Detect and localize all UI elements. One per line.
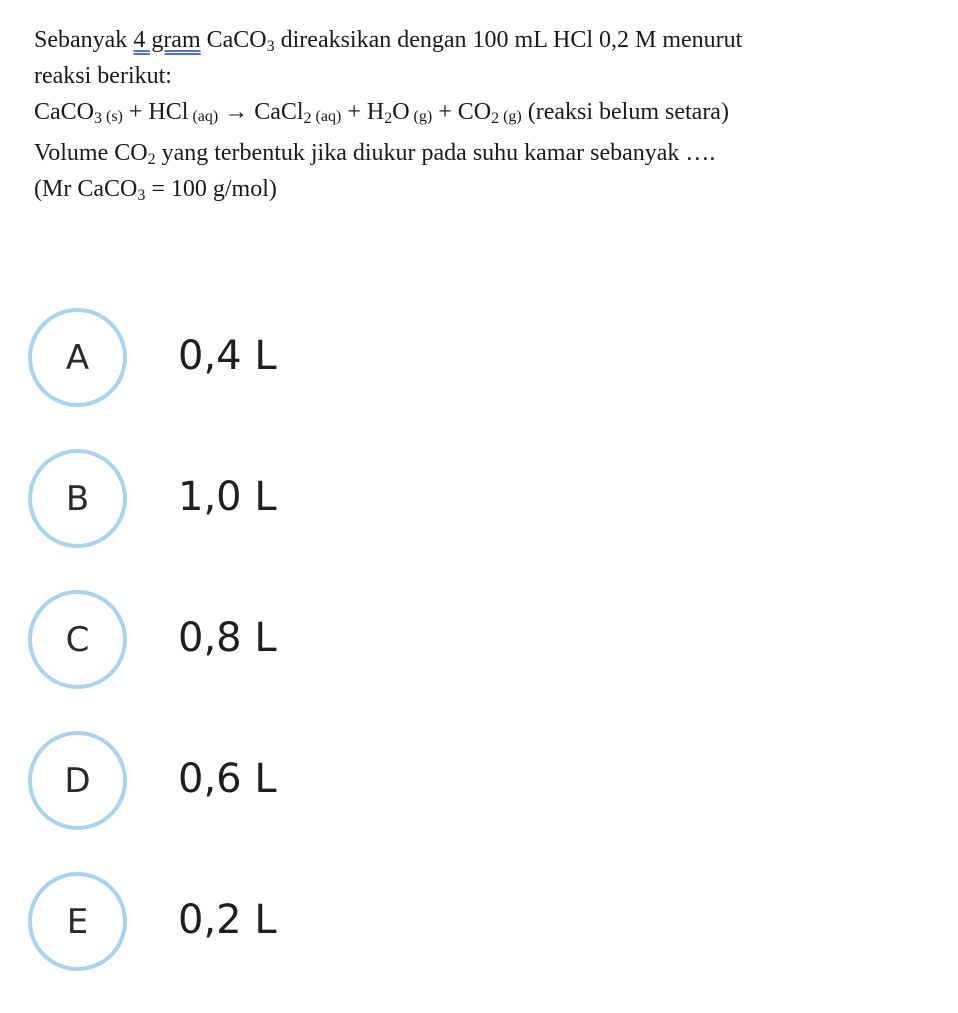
reaction-note: (reaksi belum setara): [521, 99, 729, 125]
subscript: 3: [137, 187, 146, 204]
reaction-arrow-icon: →: [218, 99, 255, 125]
option-text[interactable]: 1,0 L: [178, 474, 277, 520]
state-label: (g): [409, 108, 433, 125]
question-line-4: [34, 135, 934, 171]
option-e[interactable]: [28, 872, 928, 971]
option-letter-circle[interactable]: B: [28, 449, 127, 548]
subscript: 2: [147, 151, 156, 168]
option-letter-circle[interactable]: E: [28, 872, 127, 971]
question-compound: CaCO: [200, 27, 267, 53]
reactant-caco3: CaCO: [34, 99, 94, 125]
option-letter-circle[interactable]: D: [28, 731, 127, 830]
subscript: 2: [303, 110, 312, 127]
molar-mass-label: (Mr CaCO: [34, 176, 138, 202]
question-line-1: [34, 22, 934, 58]
question-text: [34, 22, 934, 207]
question-line-2: reaksi berikut:: [34, 63, 172, 89]
option-text[interactable]: 0,8 L: [178, 615, 277, 661]
reactant-hcl: + HCl: [122, 99, 189, 125]
option-d[interactable]: [28, 731, 928, 830]
subscript: 2: [384, 110, 393, 127]
option-text[interactable]: 0,6 L: [178, 756, 277, 802]
option-text[interactable]: 0,4 L: [178, 333, 277, 379]
state-label: (g): [499, 108, 522, 125]
molar-mass-value: = 100 g/mol): [145, 176, 277, 202]
product-cacl2: CaCl: [254, 99, 304, 125]
question-line-5: [34, 171, 934, 207]
option-letter-circle[interactable]: A: [28, 308, 127, 407]
option-text[interactable]: 0,2 L: [178, 897, 277, 943]
option-letter-circle[interactable]: C: [28, 590, 127, 689]
reaction-equation: [34, 94, 934, 135]
state-label: (aq): [311, 108, 342, 125]
answer-options: [28, 308, 928, 1013]
option-c[interactable]: [28, 590, 928, 689]
product-h2o-o: O: [392, 99, 410, 125]
mass-highlight: 4 gram: [133, 27, 201, 53]
question-prefix: Sebanyak: [34, 27, 134, 53]
subscript: 2: [491, 110, 500, 127]
option-b[interactable]: [28, 449, 928, 548]
state-label: (s): [102, 108, 123, 125]
state-label: (aq): [188, 108, 219, 125]
question-suffix: direaksikan dengan 100 mL HCl 0,2 M menurut: [274, 27, 743, 53]
product-h2o: + H: [341, 99, 385, 125]
option-a[interactable]: [28, 308, 928, 407]
product-co2: + CO: [432, 99, 492, 125]
subscript: 3: [94, 110, 102, 127]
subscript: 3: [266, 38, 275, 55]
question-volume-rest: yang terbentuk jika diukur pada suhu kamar sebanyak ….: [155, 140, 716, 166]
question-volume: Volume CO: [34, 140, 148, 166]
